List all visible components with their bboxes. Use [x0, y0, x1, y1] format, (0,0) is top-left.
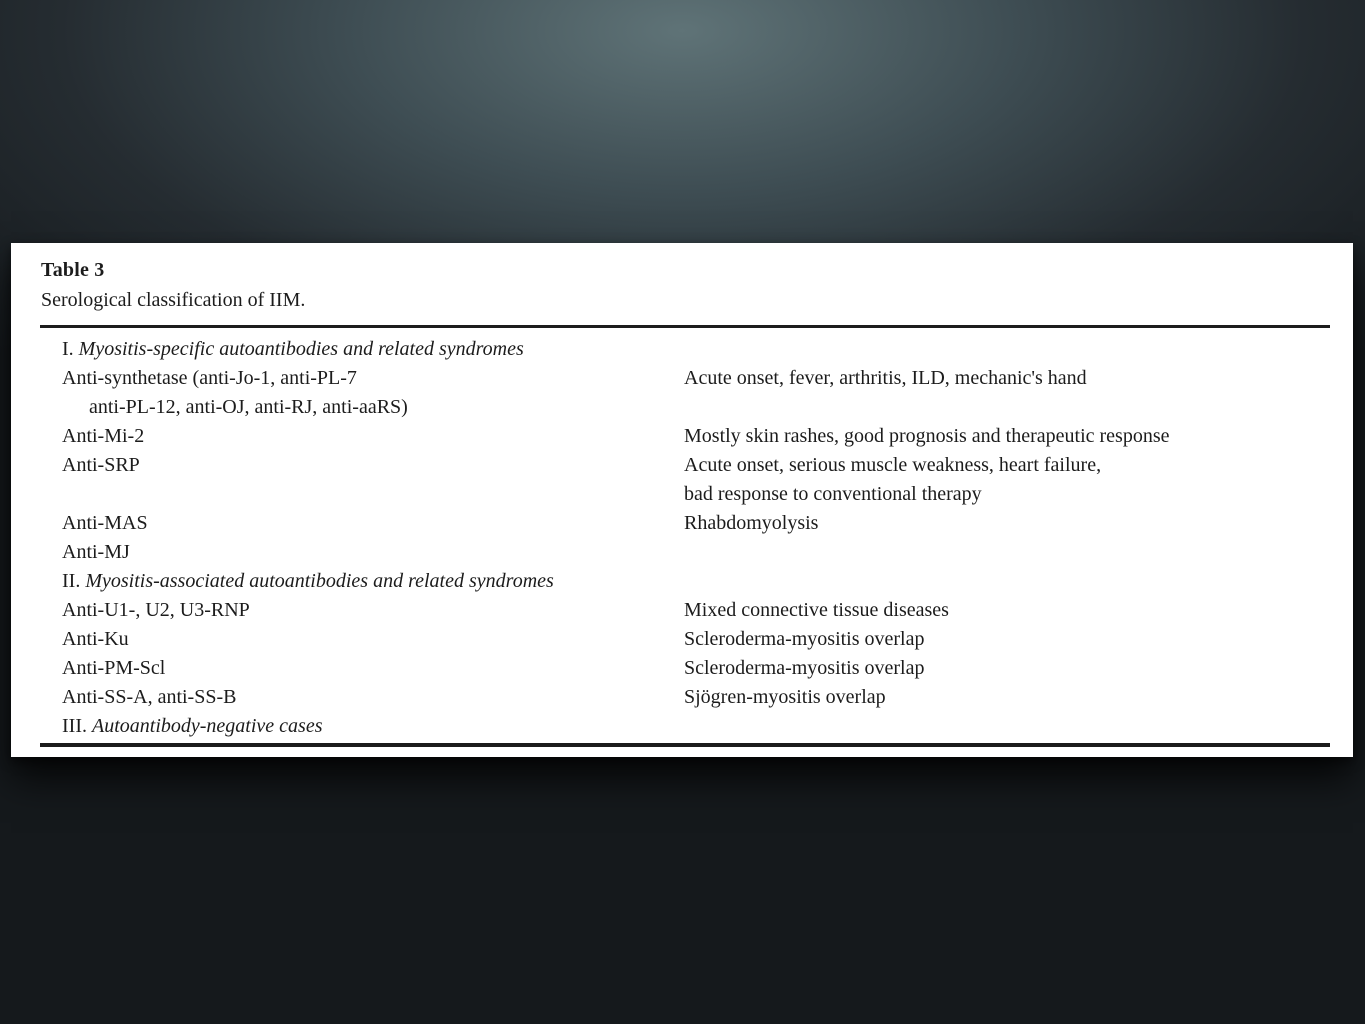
section-number: II. — [62, 570, 81, 592]
antibody-cell: Anti-Mi-2 — [62, 425, 145, 447]
syndrome-cell: Mostly skin rashes, good prognosis and therapeutic response — [684, 425, 1170, 447]
section-label: Myositis-associated autoantibodies and related syndromes — [85, 570, 554, 592]
table-row — [11, 625, 1353, 654]
syndrome-cell: Acute onset, fever, arthritis, ILD, mechanic's hand — [684, 367, 1087, 389]
table-row — [11, 654, 1353, 683]
section-header-associated — [11, 567, 1353, 596]
antibody-cell: Anti-synthetase (anti-Jo-1, anti-PL-7 — [62, 367, 357, 389]
syndrome-cell: Scleroderma-myositis overlap — [684, 628, 925, 650]
table-row — [11, 451, 1353, 480]
antibody-cell: Anti-SS-A, anti-SS-B — [62, 686, 237, 708]
antibody-cell: Anti-SRP — [62, 454, 140, 476]
section-header-negative — [11, 712, 1353, 741]
antibody-cell: Anti-MJ — [62, 541, 130, 563]
table-body — [11, 335, 1353, 741]
syndrome-cell: Scleroderma-myositis overlap — [684, 657, 925, 679]
table-row — [11, 509, 1353, 538]
table-top-rule — [40, 325, 1330, 328]
section-label: Myositis-specific autoantibodies and related syndromes — [78, 338, 524, 360]
antibody-cell: Anti-PM-Scl — [62, 657, 166, 679]
table-row — [11, 364, 1353, 393]
table-row — [11, 596, 1353, 625]
section-number: I. — [62, 338, 74, 360]
syndrome-cell: Acute onset, serious muscle weakness, heart failure, — [684, 454, 1102, 476]
syndrome-cell: Sjögren-myositis overlap — [684, 686, 886, 708]
table-title: Table 3 — [41, 259, 105, 281]
table-row — [11, 538, 1353, 567]
antibody-cell: Anti-U1-, U2, U3-RNP — [62, 599, 250, 621]
table-row — [11, 393, 1353, 422]
table-image — [11, 243, 1353, 757]
syndrome-cell: Rhabdomyolysis — [684, 512, 819, 534]
table-caption: Serological classification of IIM. — [41, 289, 306, 311]
antibody-cell: Anti-Ku — [62, 628, 129, 650]
syndrome-cell: bad response to conventional therapy — [684, 483, 982, 505]
antibody-cell: Anti-MAS — [62, 512, 148, 534]
section-header-specific — [11, 335, 1353, 364]
section-number: III. — [62, 715, 87, 737]
syndrome-cell: Mixed connective tissue diseases — [684, 599, 949, 621]
table-row — [11, 422, 1353, 451]
section-label: Autoantibody-negative cases — [91, 715, 323, 737]
antibody-cell: anti-PL-12, anti-OJ, anti-RJ, anti-aaRS) — [89, 396, 408, 418]
table-bottom-rule — [40, 743, 1330, 747]
table-row — [11, 480, 1353, 509]
table-row — [11, 683, 1353, 712]
